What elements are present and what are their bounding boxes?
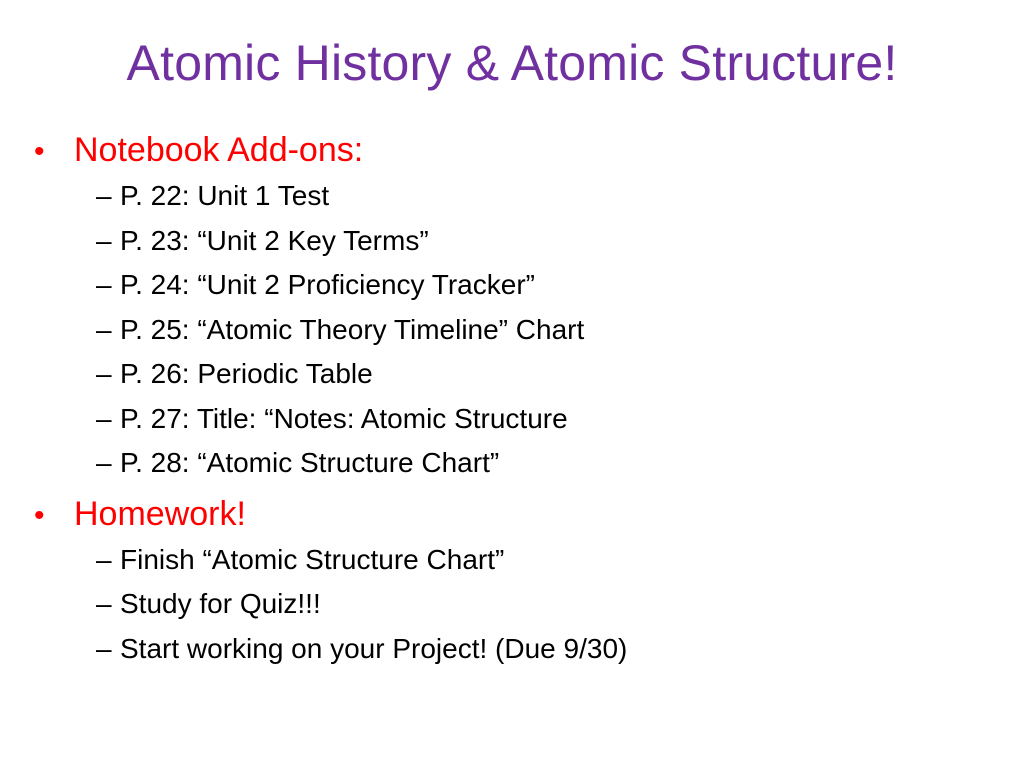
sub-bullet-text: P. 25: “Atomic Theory Timeline” Chart <box>120 313 585 345</box>
sub-bullet-text: Finish “Atomic Structure Chart” <box>120 543 505 575</box>
sub-bullet-item <box>96 263 994 308</box>
dash-icon: – <box>96 632 112 664</box>
sub-bullet-text: P. 22: Unit 1 Test <box>120 180 330 211</box>
bullet-icon: • <box>34 498 45 532</box>
slide-title: Atomic History & Atomic Structure! <box>126 35 898 91</box>
sub-bullet-text: P. 26: Periodic Table <box>120 358 373 389</box>
sub-bullet-item <box>96 627 994 672</box>
bullet-icon: • <box>34 135 45 168</box>
bullet-heading <box>34 126 994 174</box>
bullet-heading-text: Homework! <box>74 494 246 533</box>
dash-icon: – <box>96 588 112 619</box>
sub-bullet-text: P. 27: Title: “Notes: Atomic Structure <box>120 402 568 434</box>
bullet-section <box>34 126 994 486</box>
bullet-section <box>34 490 994 672</box>
bullet-heading <box>34 490 994 538</box>
bullet-heading-text: Notebook Add-ons: <box>74 131 364 169</box>
dash-icon: – <box>96 447 112 478</box>
sub-bullet-text: Study for Quiz!!! <box>120 588 321 619</box>
sub-bullet-text: Start working on your Project! (Due 9/30) <box>120 632 628 664</box>
sub-bullet-item <box>96 352 994 397</box>
dash-icon: – <box>96 358 112 389</box>
dash-icon: – <box>96 543 112 575</box>
slide-content <box>34 126 994 671</box>
sub-bullet-item <box>96 174 994 219</box>
sub-bullet-item <box>96 538 994 583</box>
dash-icon: – <box>96 180 112 211</box>
dash-icon: – <box>96 224 112 256</box>
sub-bullet-item <box>96 582 994 627</box>
sub-bullet-text: P. 28: “Atomic Structure Chart” <box>120 447 500 478</box>
sub-bullet-text: P. 24: “Unit 2 Proficiency Tracker” <box>120 269 535 300</box>
sub-bullet-text: P. 23: “Unit 2 Key Terms” <box>120 224 429 256</box>
dash-icon: – <box>96 269 112 300</box>
sub-bullet-item <box>96 441 994 486</box>
sub-bullet-item <box>96 397 994 442</box>
dash-icon: – <box>96 313 112 345</box>
dash-icon: – <box>96 402 112 434</box>
sub-bullet-item <box>96 308 994 353</box>
sub-bullet-item <box>96 219 994 264</box>
